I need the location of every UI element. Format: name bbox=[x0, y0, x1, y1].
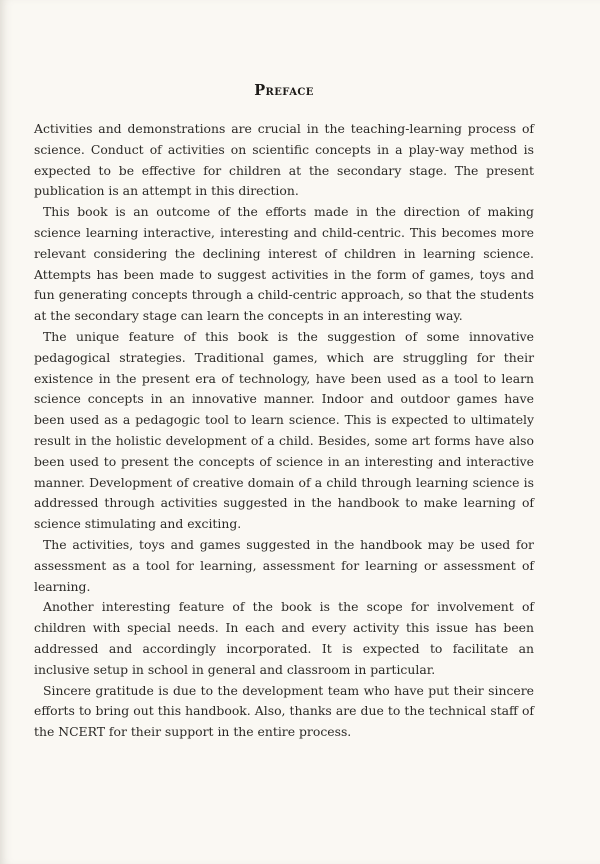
paragraph-1: Activities and demonstrations are crucial in the teaching-learning process of science. Conduct of activities on scientific concepts in a play-way method is expected to be effective for children at the secondary stage. The present publication is an attempt in this direction. bbox=[34, 121, 534, 199]
preface-body bbox=[34, 119, 534, 743]
paragraph-5: Another interesting feature of the book is the scope for involvement of children with special needs. In each and every activity this issue has been addressed and accordingly incorporated. It is expected to facilitate an inclusive setup in school in general and classroom in particular. bbox=[34, 599, 534, 677]
paragraph-4: The activities, toys and games suggested in the handbook may be used for assessment as a tool for learning, assessment for learning or assessment of learning. bbox=[34, 536, 534, 594]
paragraph-6: Sincere gratitude is due to the development team who have put their sincere efforts to bring out this handbook. Also, thanks are due to the technical staff of the NCERT for their support in the entire process. bbox=[34, 682, 534, 740]
page-title: Preface bbox=[254, 82, 314, 99]
paragraph-2: This book is an outcome of the efforts made in the direction of making science learning interactive, interesting and child-centric. This becomes more relevant considering the declining interest of children in learning science. Attempts has been made to suggest activities in the form of games, toys and fun generating concepts through a child-centric approach, so that the students at the secondary stage can learn the concepts in an interesting way. bbox=[34, 204, 534, 324]
paragraph-3: The unique feature of this book is the suggestion of some innovative pedagogical strategies. Traditional games, which are struggling for their existence in the present era of technology, have been used as a tool to learn science concepts in an innovative manner. Indoor and outdoor games have been used as a pedagogic tool to learn science. This is expected to ultimately result in the holistic development of a child. Besides, some art forms have also been used to present the concepts of science in an interesting and interactive manner. Development of creative domain of a child through learning science is addressed through activities suggested in the handbook to make learning of science stimulating and exciting. bbox=[34, 328, 534, 532]
